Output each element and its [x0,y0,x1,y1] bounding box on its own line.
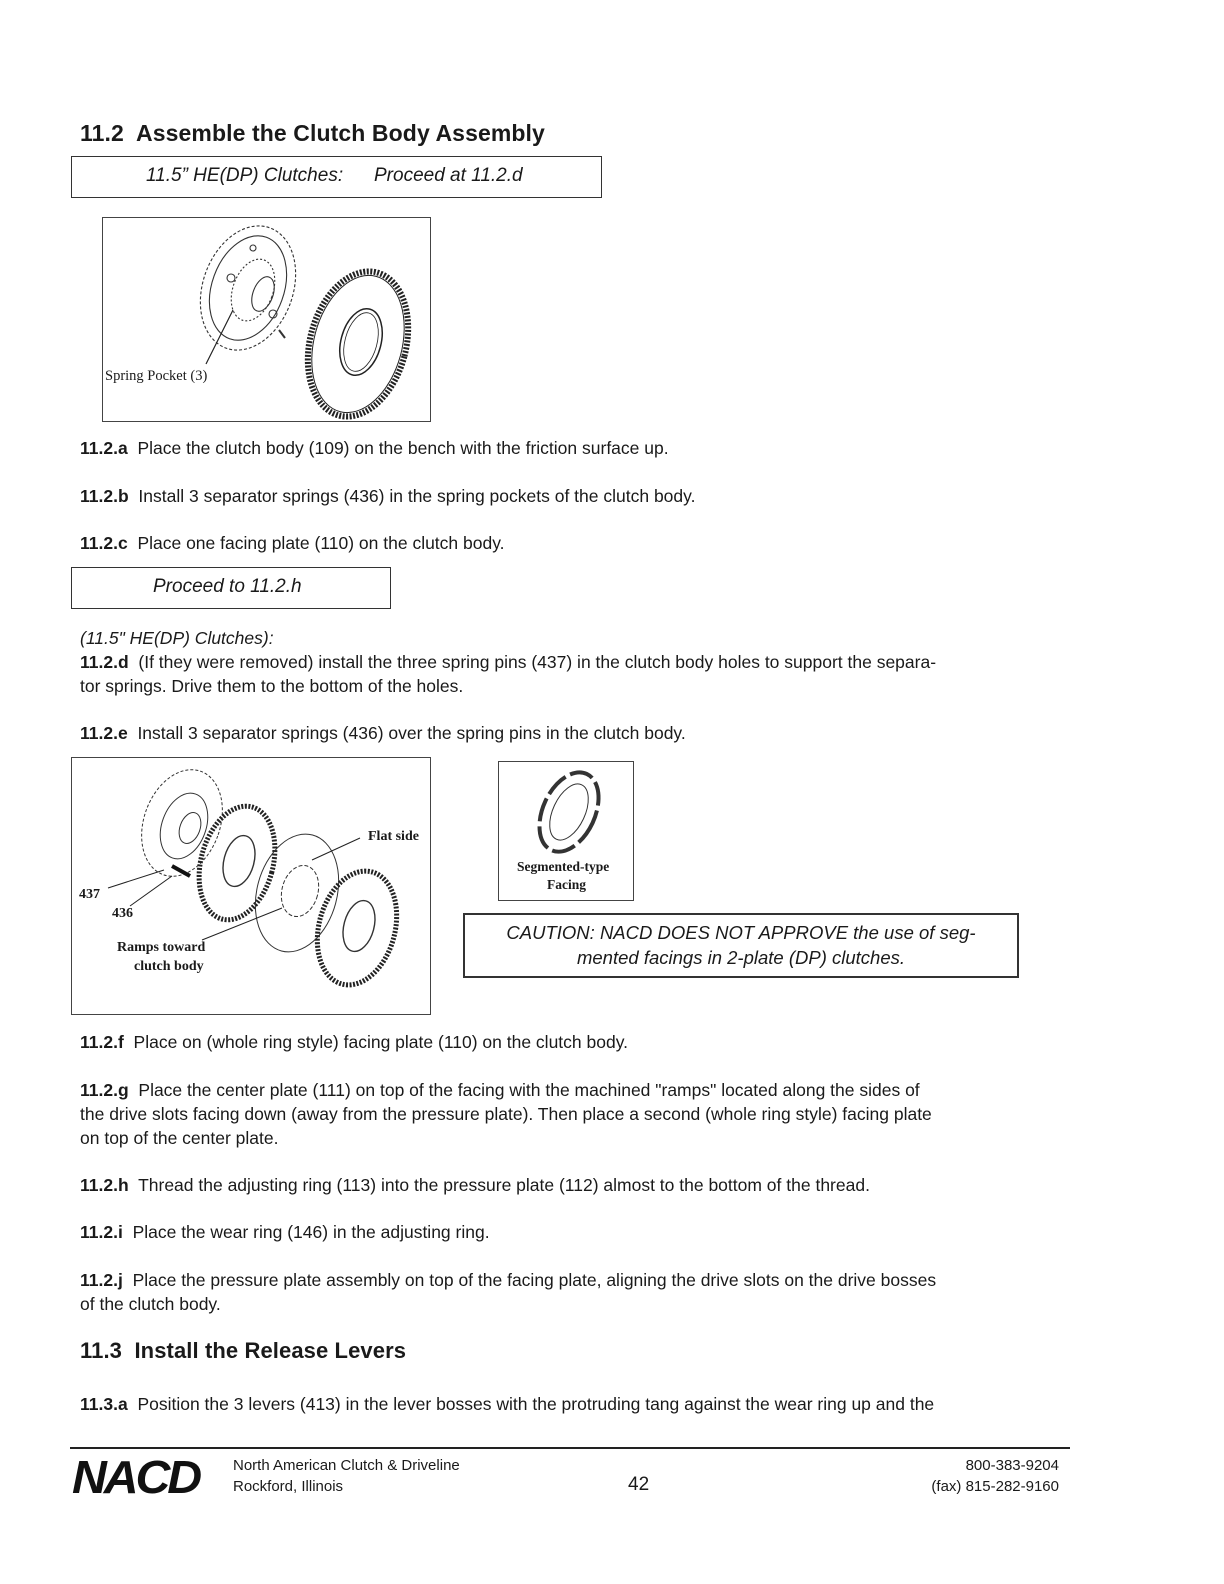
page-number: 42 [628,1474,650,1495]
figure-segmented-facing [498,761,634,901]
proceed-box [71,567,391,609]
figure-clutch-body [102,217,431,422]
footer-rule [70,1447,1070,1449]
step-id: 11.2.d [80,652,129,672]
step-11-2-g-line3: on top of the center plate. [80,1128,279,1148]
footer-contact [880,1455,1059,1497]
step-text: Place the clutch body (109) on the bench with the friction surface up. [137,438,669,458]
step-11-2-d [80,650,936,674]
ramps-label-line2: clutch body [134,959,204,974]
section-number: 11.3 [80,1338,123,1363]
step-11-2-c [80,531,505,555]
footer-company [233,1455,460,1497]
step-text: Place the center plate (111) on top of the facing with the machined "ramps" located along the sides of [138,1080,920,1100]
fax-number: (fax) 815-282-9160 [931,1478,1059,1495]
caution-line2: mented facings in 2-plate (DP) clutches. [576,947,905,968]
spring-pocket-label: Spring Pocket (3) [105,368,208,384]
label-437: 437 [79,887,100,902]
step-text: Position the 3 levers (413) in the lever bosses with the protruding tang against the wear ring up and the [137,1394,935,1414]
phone-number: 800-383-9204 [965,1457,1059,1474]
step-11-2-d-continued: tor springs. Drive them to the bottom of the holes. [80,676,464,696]
step-text: Place one facing plate (110) on the clutch body. [137,533,505,553]
step-11-2-g [80,1078,920,1102]
step-id: 11.2.j [80,1270,123,1290]
section-number: 11.2 [80,120,124,146]
flat-side-label: Flat side [368,829,419,844]
section-heading-11-2 [80,120,545,147]
proceed-text: Proceed to 11.2.h [153,576,302,597]
step-11-2-e [80,721,686,745]
notice-label: 11.5” HE(DP) Clutches: [146,165,344,186]
notice-action: Proceed at 11.2.d [374,165,523,186]
exploded-dp-illustration [72,758,432,1016]
step-11-2-j [80,1268,936,1292]
company-city: Rockford, Illinois [233,1478,344,1495]
step-id: 11.2.e [80,723,128,743]
step-id: 11.2.a [80,438,128,458]
company-name: North American Clutch & Driveline [233,1457,460,1474]
step-11-2-b [80,484,695,508]
step-11-3-a [80,1392,934,1416]
section-heading-11-3 [80,1338,406,1364]
step-11-2-g-line2: the drive slots facing down (away from the pressure plate). Then place a second (whole ring style) facing plate [80,1104,932,1124]
step-text: Place the wear ring (146) in the adjusting ring. [132,1222,490,1242]
step-id: 11.2.c [80,533,128,553]
clutch-body-illustration [103,218,432,423]
step-11-2-f [80,1030,628,1054]
step-11-2-j-line2: of the clutch body. [80,1294,221,1314]
section-title: Install the Release Levers [134,1338,407,1363]
caution-line1: CAUTION: NACD DOES NOT APPROVE the use of seg- [506,922,976,943]
label-436: 436 [112,906,133,921]
step-11-2-h [80,1173,870,1197]
step-id: 11.3.a [80,1394,128,1414]
step-id: 11.2.h [80,1175,129,1195]
ramps-label-line1: Ramps toward [117,940,206,955]
segmented-label-line2: Facing [547,877,586,892]
section-title: Assemble the Clutch Body Assembly [136,120,545,146]
step-text: Thread the adjusting ring (113) into the pressure plate (112) almost to the bottom of the thread. [138,1175,870,1195]
step-text: Place the pressure plate assembly on top of the facing plate, aligning the drive slots on the drive bosses [132,1270,937,1290]
step-id: 11.2.i [80,1222,123,1242]
caution-box [463,913,1019,978]
step-11-2-a [80,436,669,460]
step-text: Install 3 separator springs (436) in the spring pockets of the clutch body. [138,486,696,506]
step-text: Place on (whole ring style) facing plate (110) on the clutch body. [133,1032,629,1052]
step-id: 11.2.f [80,1032,124,1052]
dp-note: (11.5" HE(DP) Clutches): [80,628,274,648]
step-id: 11.2.g [80,1080,129,1100]
figure-exploded-dp [71,757,431,1015]
nacd-logo [72,1451,222,1503]
step-id: 11.2.b [80,486,129,506]
step-text: (If they were removed) install the three spring pins (437) in the clutch body holes to support the separa- [138,652,937,672]
logo-text: NACD [72,1451,199,1503]
segmented-label-line1: Segmented-type [517,859,610,874]
step-text: Install 3 separator springs (436) over the spring pins in the clutch body. [137,723,686,743]
step-11-2-i [80,1220,490,1244]
he-dp-notice-box [71,156,602,198]
